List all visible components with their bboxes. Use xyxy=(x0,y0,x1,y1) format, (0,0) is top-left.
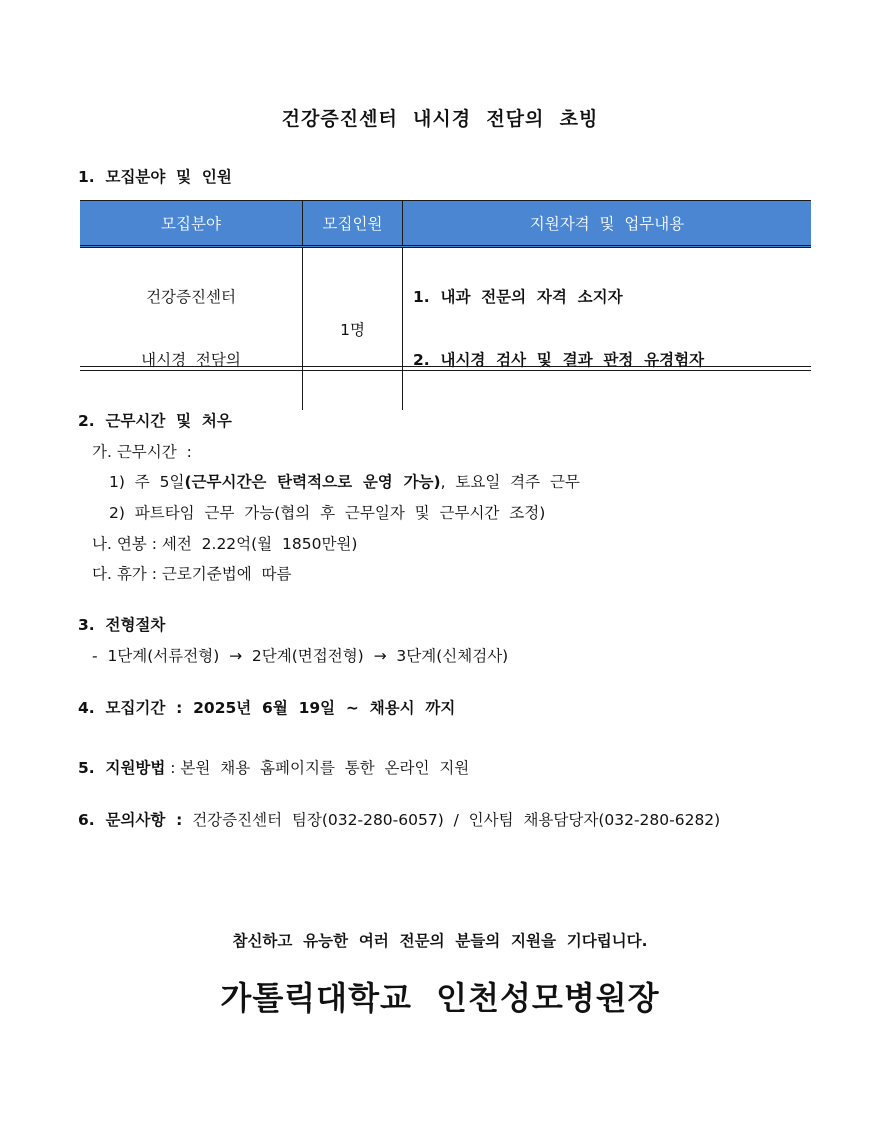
salary-line: 나. 연봉 : 세전 2.22억(월 1850만원) xyxy=(92,535,358,553)
work-hours-label: 가. 근무시간 : xyxy=(92,443,192,461)
recruitment-table xyxy=(80,200,811,410)
cell-qualification xyxy=(403,247,812,411)
header-field: 모집분야 xyxy=(80,201,303,247)
process-steps: - 1단계(서류전형) → 2단계(면접전형) → 3단계(신체검사) xyxy=(92,647,509,665)
item1-tail: , 토요일 격주 근무 xyxy=(440,473,580,491)
item1-bold: (근무시간은 탄력적으로 운영 가능) xyxy=(184,473,441,491)
closing-message: 참신하고 유능한 여러 전문의 분들의 지원을 기다립니다. xyxy=(232,932,648,950)
header-qualification: 지원자격 및 업무내용 xyxy=(403,201,812,247)
signature: 가톨릭대학교 인천성모병원장 xyxy=(220,979,660,1017)
table-header-row xyxy=(80,201,811,247)
work-hours-item-2: 2) 파트타임 근무 가능(협의 후 근무일자 및 근무시간 조정) xyxy=(109,504,546,522)
item1-text: 1) 주 5일 xyxy=(109,473,185,491)
header-count: 모집인원 xyxy=(303,201,403,247)
table-bottom-rule xyxy=(80,366,811,371)
section-6-heading: 6. 문의사항 : xyxy=(78,811,183,829)
qualification-1: 1. 내과 전문의 자격 소지자 xyxy=(413,288,623,306)
cell-field xyxy=(80,247,303,411)
field-line-1: 건강증진센터 xyxy=(146,288,236,306)
section-6-body: 건강증진센터 팀장(032-280-6057) / 인사팀 채용담당자(032-280-6282) xyxy=(182,811,721,829)
section-5 xyxy=(78,756,469,778)
section-4-heading: 4. 모집기간 : 2025년 6월 19일 ~ 채용시 까지 xyxy=(78,699,456,717)
vacation-line: 다. 휴가 : 근로기준법에 따름 xyxy=(92,565,292,583)
section-2-heading: 2. 근무시간 및 처우 xyxy=(78,412,232,430)
work-hours-item-1 xyxy=(109,470,580,492)
section-3-heading: 3. 전형절차 xyxy=(78,616,166,634)
table-row xyxy=(80,247,811,411)
section-1-heading: 1. 모집분야 및 인원 xyxy=(78,168,232,186)
section-5-heading: 5. 지원방법 xyxy=(78,759,166,777)
section-6 xyxy=(78,808,720,830)
page-title: 건강증진센터 내시경 전담의 초빙 xyxy=(281,108,599,130)
cell-count: 1명 xyxy=(303,247,403,411)
section-5-body: : 본원 채용 홈페이지를 통한 온라인 지원 xyxy=(165,759,470,777)
field-line-2: 내시경 전담의 xyxy=(141,351,241,369)
qualification-2: 2. 내시경 검사 및 결과 판정 유경험자 xyxy=(413,351,705,369)
